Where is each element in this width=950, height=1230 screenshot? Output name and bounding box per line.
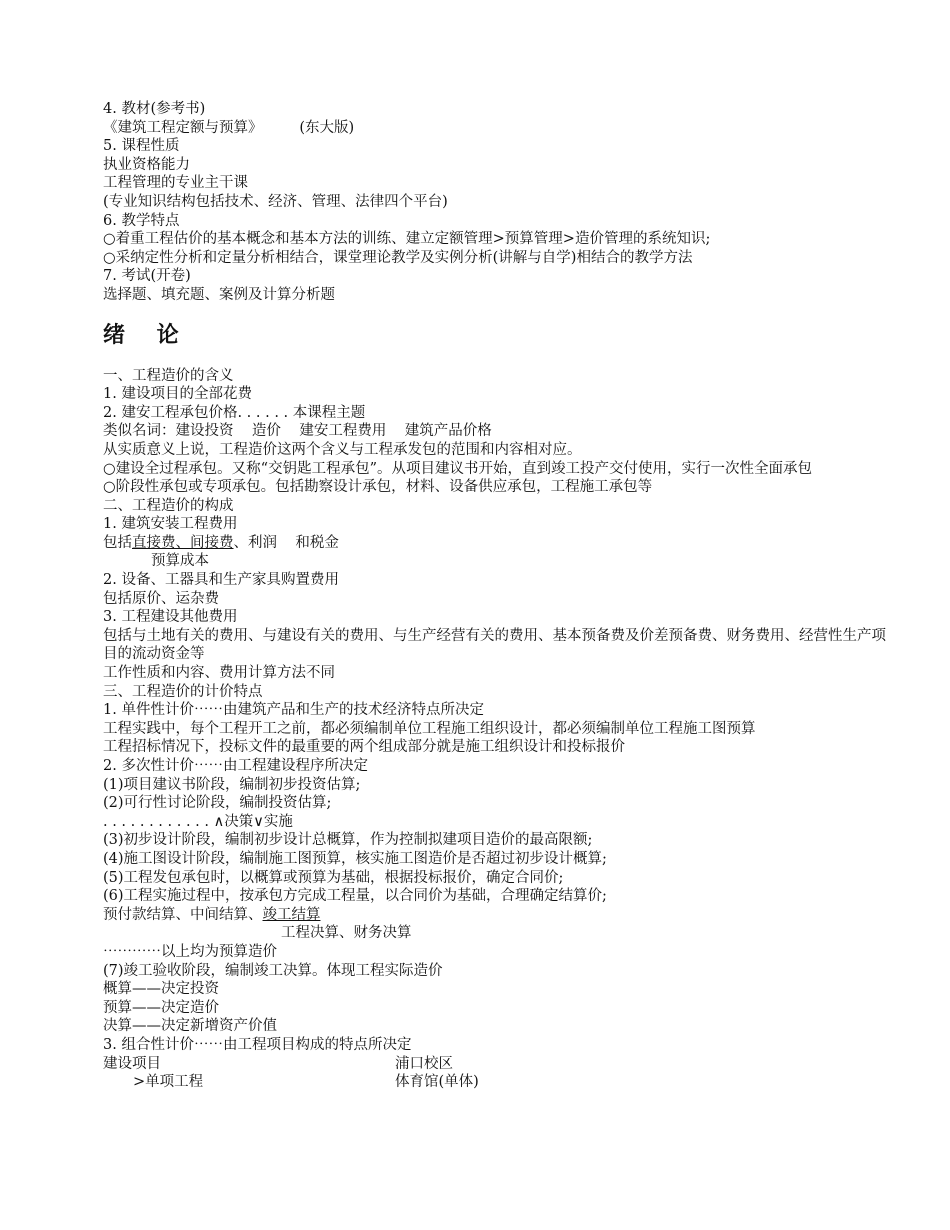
settlement-line bbox=[103, 906, 893, 925]
intro-line: 4. 教材(参考书) bbox=[103, 101, 206, 117]
document-page bbox=[103, 100, 893, 1092]
body-line: (4)施工图设计阶段，编制施工图预算，核实施工图造价是否超过初步设计概算; bbox=[103, 850, 607, 867]
body-line: (5)工程发包承包时，以概算或预算为基础，根据投标报价，确定合同价; bbox=[103, 869, 564, 886]
body-line: (7)竣工验收阶段，编制竣工决算。体现工程实际造价 bbox=[103, 962, 443, 979]
body-line: 3. 组合性计价⋯⋯由工程项目构成的特点所决定 bbox=[103, 1036, 412, 1053]
body-line: 2. 建安工程承包价格. . . . . . 本课程主题 bbox=[103, 404, 366, 421]
body-paragraph: 包括与土地有关的费用、与建设有关的费用、与生产经营有关的费用、基本预备费及价差预备费、财务费用、经营性生产项目的流动资金等 bbox=[103, 627, 886, 663]
fee-underlined: 直接费、间接费 bbox=[132, 534, 234, 551]
body-line: 包括原价、运杂费 bbox=[103, 590, 219, 607]
body-line: 工作性质和内容、费用计算方法不同 bbox=[103, 665, 335, 682]
body-line: (3)初步设计阶段，编制初步设计总概算，作为控制拟建项目造价的最高限额; bbox=[103, 832, 593, 849]
intro-line: ○着重工程估价的基本概念和基本方法的训练、建立定额管理>预算管理>造价管理的系统知识; bbox=[103, 231, 711, 248]
fee-suffix: 、利润 和税金 bbox=[233, 534, 339, 551]
body-line: ○阶段性承包或专项承包。包括勘察设计承包，材料、设备供应承包，工程施工承包等 bbox=[103, 479, 653, 496]
hierarchy-left: >单项工程 bbox=[133, 1074, 204, 1091]
hierarchy-right: 浦口校区 bbox=[395, 1055, 453, 1072]
intro-line: 5. 课程性质 bbox=[103, 138, 180, 155]
body-line: 2. 设备、工器具和生产家具购置费用 bbox=[103, 572, 339, 589]
body-line: 决算——决定新增资产价值 bbox=[103, 1018, 277, 1035]
body-line: (1)项目建议书阶段，编制初步投资估算; bbox=[103, 776, 361, 793]
hierarchy-right: 体育馆(单体) bbox=[395, 1074, 479, 1091]
intro-line: ○采纳定性分析和定量分析相结合，课堂理论教学及实例分析(讲解与自学)相结合的教学方法 bbox=[103, 249, 693, 266]
body-paragraph: ○建设全过程承包。又称“交钥匙工程承包”。从项目建议书开始，直到竣工投产交付使用，实行一次性全面承包 bbox=[103, 460, 812, 477]
budget-cost-note: 预算成本 bbox=[151, 553, 209, 570]
intro-line: 选择题、填充题、案例及计算分析题 bbox=[103, 286, 335, 303]
fee-line bbox=[103, 534, 893, 553]
body-section bbox=[103, 367, 893, 1092]
intro-line: 工程管理的专业主干课 bbox=[103, 175, 248, 192]
intro-section bbox=[103, 100, 893, 305]
settlement-sub: 工程决算、财务决算 bbox=[281, 925, 412, 942]
body-line: 2. 多次性计价⋯⋯由工程建设程序所决定 bbox=[103, 758, 368, 774]
body-line: 三、工程造价的计价特点 bbox=[103, 683, 263, 700]
body-line: 工程招标情况下，投标文件的最重要的两个组成部分就是施工组织设计和投标报价 bbox=[103, 739, 625, 756]
intro-line: (专业知识结构包括技术、经济、管理、法律四个平台) bbox=[103, 193, 448, 210]
body-line: 二、工程造价的构成 bbox=[103, 497, 234, 514]
body-line: 工程实践中，每个工程开工之前，都必须编制单位工程施工组织设计，都必须编制单位工程施工图预算 bbox=[103, 720, 756, 737]
intro-line: 7. 考试(开卷) bbox=[103, 268, 191, 285]
hierarchy-row bbox=[103, 1055, 893, 1074]
settlement-prefix: 预付款结算、中间结算、 bbox=[103, 906, 263, 923]
body-line: 类似名词：建设投资 造价 建安工程费用 建筑产品价格 bbox=[103, 423, 492, 440]
body-line: (2)可行性讨论阶段，编制投资估算; bbox=[103, 795, 332, 812]
body-line: 预算——决定造价 bbox=[103, 999, 219, 1016]
body-line: 3. 工程建设其他费用 bbox=[103, 609, 238, 626]
body-line: 概算——决定投资 bbox=[103, 981, 219, 998]
body-line: (6)工程实施过程中，按承包方完成工程量，以合同价为基础，合理确定结算价; bbox=[103, 888, 607, 905]
body-line: ⋯⋯⋯⋯以上均为预算造价 bbox=[103, 943, 277, 960]
body-line: 1. 单件性计价⋯⋯由建筑产品和生产的技术经济特点所决定 bbox=[103, 702, 484, 719]
settlement-underlined: 竣工结算 bbox=[262, 906, 321, 923]
intro-line: 《建筑工程定额与预算》 (东大版) bbox=[103, 119, 355, 136]
body-line: 1. 建筑安装工程费用 bbox=[103, 516, 238, 533]
fee-prefix: 包括 bbox=[103, 534, 132, 551]
body-line: . . . . . . . . . . . . ∧决策∨实施 bbox=[103, 813, 293, 830]
body-line: 从实质意义上说，工程造价这两个含义与工程承发包的范围和内容相对应。 bbox=[103, 441, 582, 458]
body-line: 一、工程造价的含义 bbox=[103, 367, 234, 384]
section-heading: 绪 论 bbox=[103, 322, 191, 348]
hierarchy-left: 建设项目 bbox=[103, 1055, 161, 1072]
intro-line: 6. 教学特点 bbox=[103, 212, 180, 229]
intro-line: 执业资格能力 bbox=[103, 156, 190, 173]
body-line: 1. 建设项目的全部花费 bbox=[103, 386, 252, 403]
hierarchy-row bbox=[103, 1073, 893, 1092]
